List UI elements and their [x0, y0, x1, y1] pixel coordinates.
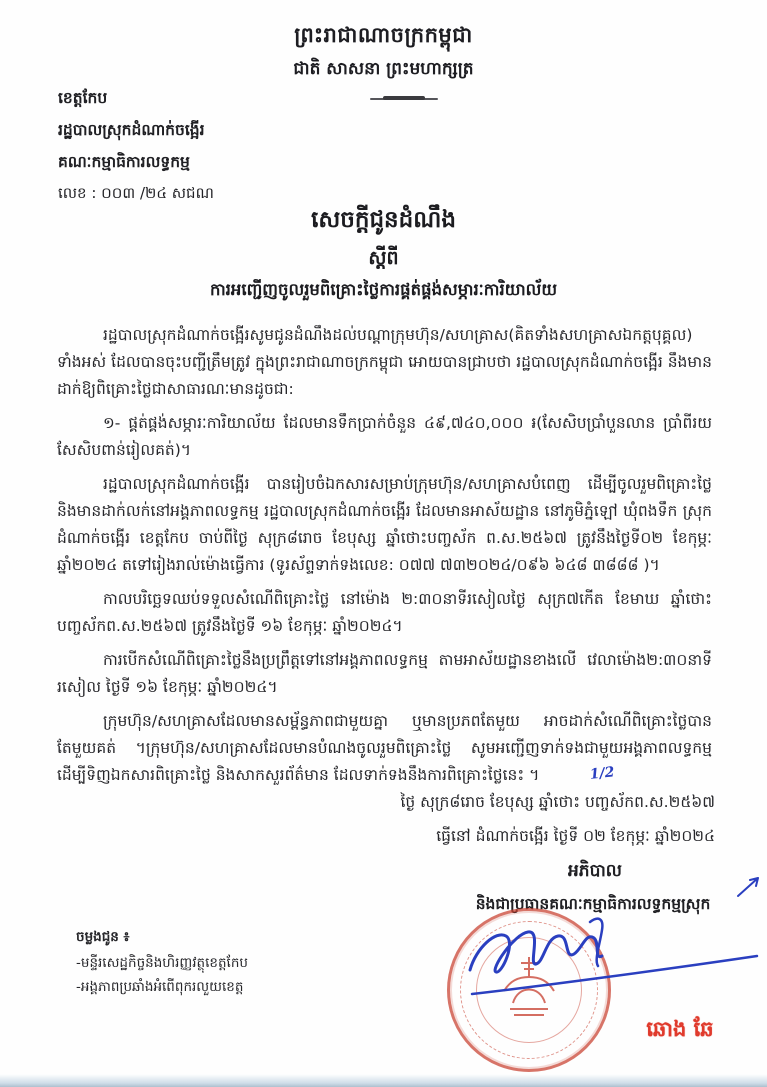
- reference-number: លេខ : ០០៣ /២៤ សជណ: [58, 184, 214, 202]
- document-body: [57, 322, 712, 797]
- signer-name: ឆោង ឆែ: [646, 1017, 714, 1041]
- letterhead-administration: រដ្ឋបាលស្រុកដំណាក់ចង្អើរ: [58, 121, 205, 139]
- letterhead-committee: គណៈកម្មាធិការលទ្ធកម្ម: [58, 153, 190, 171]
- document-title: សេចក្តីជូនដំណឹង: [311, 207, 456, 233]
- national-motto: ជាតិ សាសនា ព្រះមហាក្សត្រ: [293, 59, 474, 79]
- paragraph-intro: រដ្ឋបាលស្រុកដំណាក់ចង្អើរសូមជូនដំណឹងដល់បណ្តាក្រុមហ៊ុន/សហគ្រាស(គិតទាំងសហគ្រាសឯកត្តបុគ្គល) ទាំងអស់ ដែលបានចុះបញ្ជីត្រឹមត្រូវ ក្នុងព្រះរាជាណាចក្រកម្ពុជា អោយបានជ្រាបថា រដ្ឋបាលស្រុកដំណាក់ចង្អើរ នឹងមានដាក់ឱ្យពិគ្រោះថ្លៃជាសាធារណៈមានដូចជា:: [57, 326, 712, 398]
- document-about-label: ស្តីពី: [368, 247, 399, 269]
- paragraph-deadline: កាលបរិច្ឆេទឈប់ទទួលសំណើពិគ្រោះថ្លៃ នៅម៉ោង ២:៣០នាទីរសៀលថ្ងៃ សុក្រ៧កើត ខែមាឃ ឆ្នាំថោះ បញ្ចស័កព.ស.២៥៦៧ ត្រូវនឹងថ្ងៃទី ១៦ ខែកុម្ភៈ ឆ្នាំ២០២៤។: [57, 590, 712, 635]
- paragraph-opening: ការបើកសំណើពិគ្រោះថ្លៃនឹងប្រព្រឹត្តទៅនៅអង្គភាពលទ្ធកម្ម តាមអាស័យដ្ឋានខាងលើ វេលាម៉ោង២:៣០នាទី រសៀល ថ្ងៃទី ១៦ ខែកុម្ភៈ ឆ្នាំ២០២៤។: [57, 651, 712, 696]
- place-date-line: ធ្វើនៅ ដំណាក់ចង្អើរ ថ្ងៃទី ០២ ខែកុម្ភៈ ឆ្នាំ២០២៤: [436, 827, 715, 845]
- signer-subtitle: និងជាប្រធានគណៈកម្មាធិការលទ្ធកម្មស្រុក: [475, 895, 711, 913]
- paragraph-item-1: ១- ផ្គត់ផ្គង់សម្ភារៈការិយាល័យ ដែលមានទឹកប្រាក់ចំនួន ៤៩,៧៤០,០០០ ៛(សែសិបប្រាំបួនលាន ប្រាំពីរយ សែសិបពាន់រៀលគត់)។: [57, 414, 712, 459]
- kingdom-name: ព្រះរាជាណាចក្រកម្ពុជា: [294, 23, 473, 47]
- handwritten-page-mark: 1/2: [589, 764, 616, 783]
- scan-edge-strip: [0, 1074, 767, 1087]
- pen-arrow-mark-icon: [736, 874, 762, 900]
- letterhead-province: ខេត្តកែប: [58, 89, 108, 107]
- cc-label: ចម្លងជូន ៖: [76, 929, 130, 945]
- paragraph-conditions-text: ក្រុមហ៊ុន/សហគ្រាសដែលមានសម្ព័ន្ធភាពជាមួយគ្នា ឬមានប្រភពតែមួយ អាចដាក់សំណើពិគ្រោះថ្លៃបានតែមួយគត់ ។ក្រុមហ៊ុន/សហគ្រាសដែលមានបំណងចូលរួមពិគ្រោះថ្លៃ សូមអញ្ជើញទាក់ទងជាមួយអង្គភាពលទ្ធកម្ម ដើម្បីទិញឯកសារពិគ្រោះថ្លៃ និងសាកសួរព័ត៌មាន ដែលទាក់ទងនឹងការពិគ្រោះថ្លៃនេះ ។: [57, 712, 712, 784]
- paragraph-documents: រដ្ឋបាលស្រុកដំណាក់ចង្អើរ បានរៀបចំឯកសារសម្រាប់ក្រុមហ៊ុន/សហគ្រាសបំពេញ ដើម្បីចូលរួមពិគ្រោះថ្លៃ និងមានដាក់លក់នៅអង្គភាពលទ្ធកម្ម រដ្ឋបាលស្រុកដំណាក់ចង្អើរ ដែលមានអាស័យដ្ឋាន នៅភូមិភ្នំឡៅ ឃុំពងទឹក ស្រុកដំណាក់ចង្អើរ ខេត្តកែប ចាប់ពីថ្ងៃ សុក្រ៨រោច ខែបុស្ស ឆ្នាំថោះបញ្ចស័ក ព.ស.២៥៦៧ ត្រូវនឹងថ្ងៃទី០២ ខែកុម្ភៈ ឆ្នាំ២០២៤ តទៅរៀងរាល់ម៉ោងធ្វើការ (ទូរស័ព្ទទាក់ទងលេខ: ០៧៧ ៧៣២០២៤/០៩៦ ៦៤៨ ៣៨៨៨ )។: [57, 475, 712, 574]
- paragraph-conditions: [57, 708, 712, 790]
- lunar-date-line: ថ្ងៃ សុក្រ៨រោច ខែបុស្ស ឆ្នាំថោះ បញ្ចស័កព.ស.២៥៦៧: [400, 793, 715, 811]
- handwritten-signature: [462, 908, 762, 1008]
- cc-recipient-anticorruption-unit: -អង្គភាពប្រឆាំងអំពើពុករលួយខេត្ត: [76, 979, 244, 995]
- document-subject: ការអញ្ជើញចូលរួមពិគ្រោះថ្លៃការផ្គត់ផ្គង់សម្ភារៈការិយាល័យ: [209, 280, 558, 299]
- cc-recipient-finance-department: -មន្ទីរសេដ្ឋកិច្ចនិងហិរញ្ញវត្ថុខេត្តកែប: [76, 955, 248, 971]
- header-divider: [383, 96, 425, 100]
- signer-title: អភិបាល: [568, 861, 622, 881]
